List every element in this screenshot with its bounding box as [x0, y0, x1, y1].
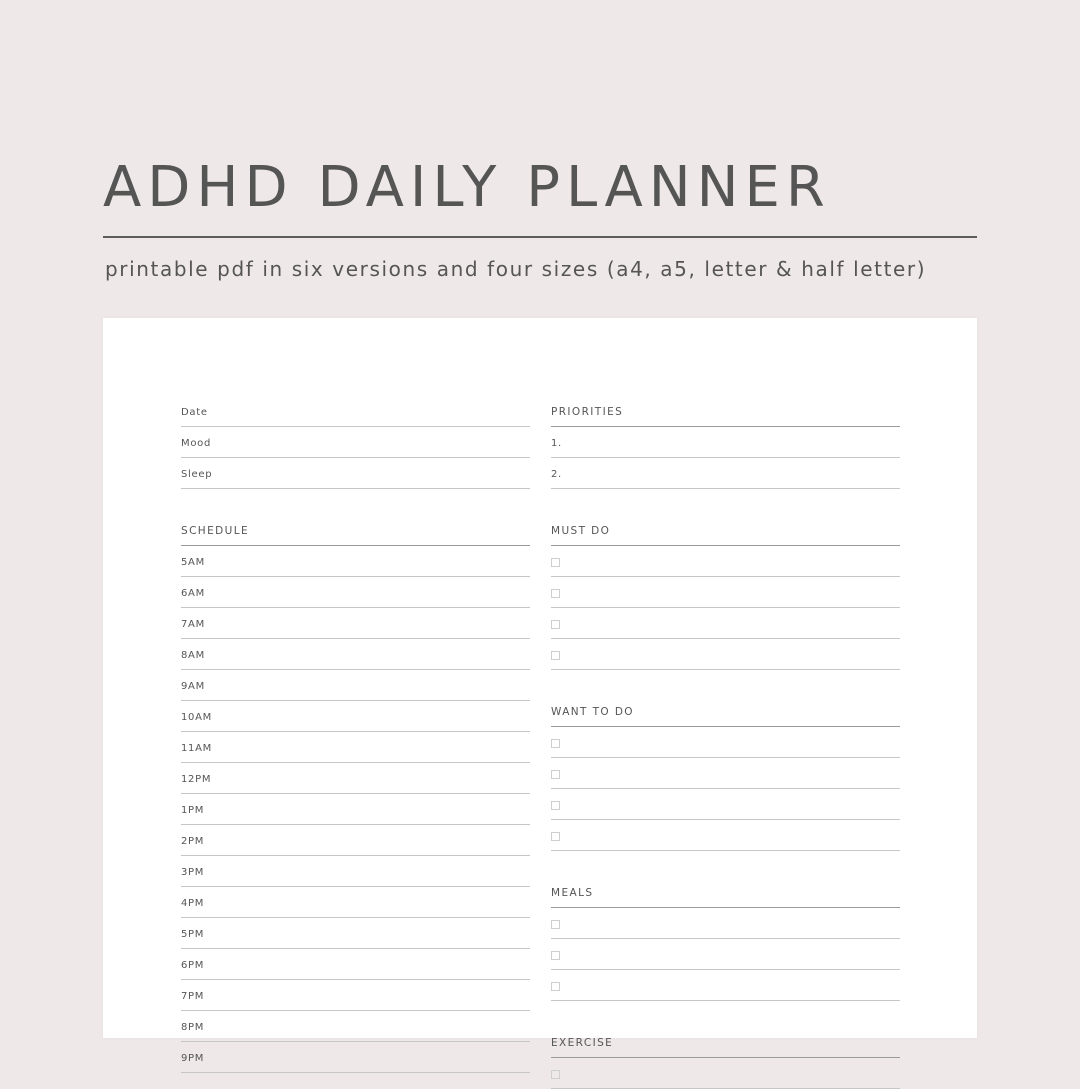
checkbox[interactable] — [551, 1070, 560, 1079]
schedule-row[interactable] — [181, 856, 530, 887]
want-to-do-item[interactable] — [551, 789, 900, 820]
schedule-row[interactable] — [181, 732, 530, 763]
left-column — [181, 396, 530, 1073]
must-do-item[interactable] — [551, 546, 900, 577]
schedule-time: 6AM — [181, 587, 205, 599]
want-to-do-item[interactable] — [551, 758, 900, 789]
schedule-row[interactable] — [181, 701, 530, 732]
priority-number: 2. — [551, 468, 562, 480]
want-to-do-item[interactable] — [551, 820, 900, 851]
schedule-time: 11AM — [181, 742, 212, 754]
schedule-row[interactable] — [181, 887, 530, 918]
exercise-heading-label: EXERCISE — [551, 1037, 614, 1049]
want-to-do-heading-label: WANT TO DO — [551, 706, 634, 718]
checkbox[interactable] — [551, 801, 560, 810]
must-do-heading-label: MUST DO — [551, 525, 611, 537]
schedule-time: 7PM — [181, 990, 205, 1002]
schedule-row[interactable] — [181, 918, 530, 949]
schedule-heading-label: SCHEDULE — [181, 525, 249, 537]
date-field[interactable] — [181, 396, 530, 427]
checkbox[interactable] — [551, 832, 560, 841]
checkbox[interactable] — [551, 951, 560, 960]
checkbox[interactable] — [551, 982, 560, 991]
schedule-time: 2PM — [181, 835, 205, 847]
checkbox[interactable] — [551, 651, 560, 660]
sleep-field[interactable] — [181, 458, 530, 489]
schedule-row[interactable] — [181, 763, 530, 794]
schedule-row[interactable] — [181, 546, 530, 577]
want-to-do-heading — [551, 696, 900, 727]
checkbox[interactable] — [551, 770, 560, 779]
checkbox[interactable] — [551, 739, 560, 748]
schedule-time: 3PM — [181, 866, 205, 878]
schedule-row[interactable] — [181, 670, 530, 701]
want-to-do-item[interactable] — [551, 727, 900, 758]
mood-field[interactable] — [181, 427, 530, 458]
meals-heading-label: MEALS — [551, 887, 594, 899]
schedule-row[interactable] — [181, 1042, 530, 1073]
schedule-time: 9PM — [181, 1052, 205, 1064]
checkbox[interactable] — [551, 589, 560, 598]
meal-item[interactable] — [551, 970, 900, 1001]
priorities-heading — [551, 396, 900, 427]
exercise-item[interactable] — [551, 1058, 900, 1089]
priority-number: 1. — [551, 437, 562, 449]
must-do-item[interactable] — [551, 639, 900, 670]
priority-row[interactable] — [551, 458, 900, 489]
exercise-heading — [551, 1027, 900, 1058]
date-label: Date — [181, 406, 208, 418]
schedule-time: 6PM — [181, 959, 205, 971]
priorities-heading-label: PRIORITIES — [551, 406, 624, 418]
schedule-time: 9AM — [181, 680, 205, 692]
must-do-item[interactable] — [551, 577, 900, 608]
title-divider — [103, 236, 977, 238]
checkbox[interactable] — [551, 558, 560, 567]
must-do-item[interactable] — [551, 608, 900, 639]
planner-subtitle: printable pdf in six versions and four sizes (a4, a5, letter & half letter) — [105, 257, 927, 281]
schedule-time: 8AM — [181, 649, 205, 661]
must-do-heading — [551, 515, 900, 546]
meals-heading — [551, 877, 900, 908]
sleep-label: Sleep — [181, 468, 213, 480]
schedule-row[interactable] — [181, 608, 530, 639]
schedule-time: 5AM — [181, 556, 205, 568]
schedule-row[interactable] — [181, 980, 530, 1011]
schedule-heading — [181, 515, 530, 546]
mood-label: Mood — [181, 437, 212, 449]
schedule-time: 5PM — [181, 928, 205, 940]
checkbox[interactable] — [551, 620, 560, 629]
checkbox[interactable] — [551, 920, 560, 929]
schedule-row[interactable] — [181, 825, 530, 856]
schedule-row[interactable] — [181, 639, 530, 670]
schedule-row[interactable] — [181, 794, 530, 825]
meal-item[interactable] — [551, 908, 900, 939]
priority-row[interactable] — [551, 427, 900, 458]
schedule-time: 10AM — [181, 711, 212, 723]
meal-item[interactable] — [551, 939, 900, 970]
schedule-row[interactable] — [181, 949, 530, 980]
schedule-time: 7AM — [181, 618, 205, 630]
schedule-time: 12PM — [181, 773, 212, 785]
right-column — [551, 396, 900, 1089]
planner-title: ADHD DAILY PLANNER — [103, 155, 831, 220]
schedule-row[interactable] — [181, 577, 530, 608]
schedule-time: 4PM — [181, 897, 205, 909]
schedule-time: 1PM — [181, 804, 205, 816]
schedule-time: 8PM — [181, 1021, 205, 1033]
